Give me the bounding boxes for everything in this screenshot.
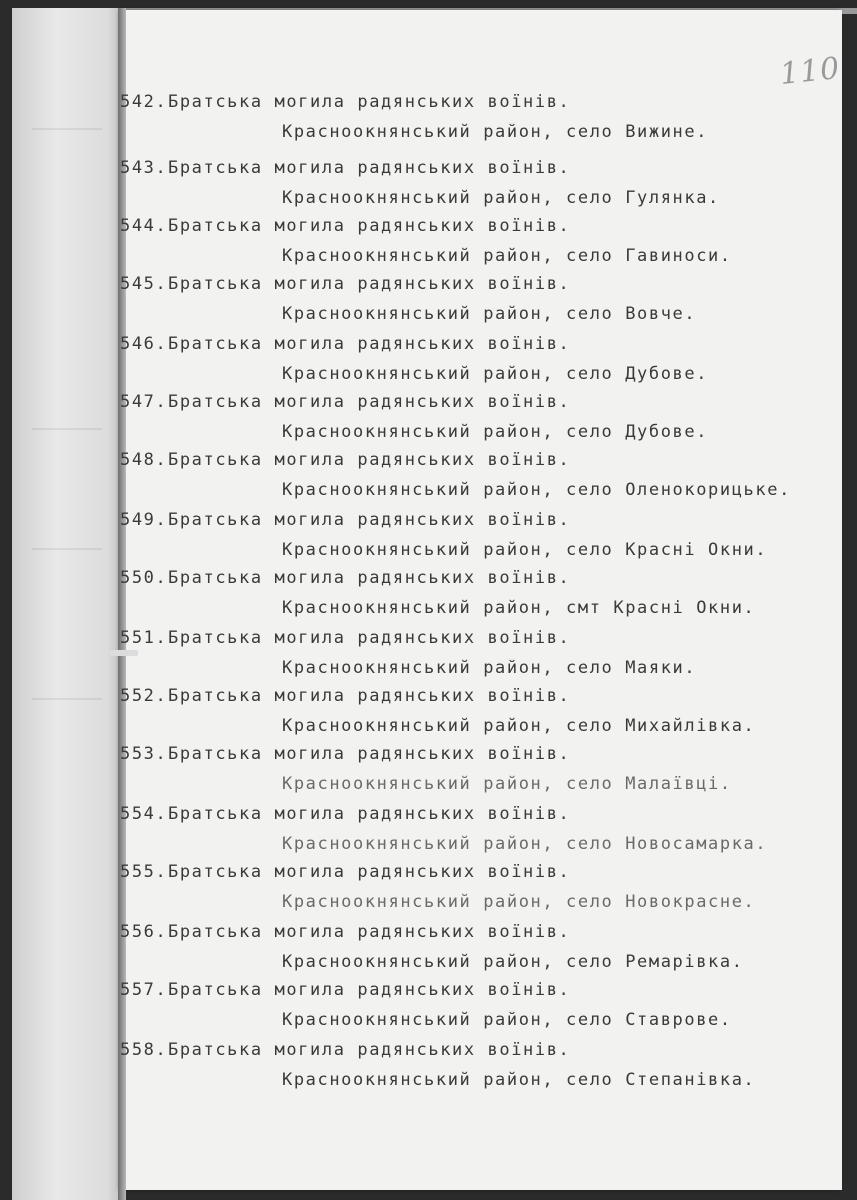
entry-title: Братська могила радянських воїнів. bbox=[168, 744, 571, 764]
entry-location: Красноокнянський район, село Вовче. bbox=[282, 304, 697, 324]
entry-location: Красноокнянський район, село Вижине. bbox=[282, 122, 709, 142]
entry-heading-line bbox=[120, 510, 570, 530]
entry-number: 544. bbox=[120, 216, 168, 236]
entry-location: Красноокнянський район, смт Красні Окни. bbox=[282, 598, 756, 618]
entry-title: Братська могила радянських воїнів. bbox=[168, 862, 571, 882]
entry-heading-line bbox=[120, 862, 570, 882]
entry-location: Красноокнянський район, село Маяки. bbox=[282, 658, 697, 678]
entry-number: 548. bbox=[120, 450, 168, 470]
entry-number: 546. bbox=[120, 334, 168, 354]
entry-heading-line bbox=[120, 744, 570, 764]
entry-heading-line bbox=[120, 334, 570, 354]
entry-number: 552. bbox=[120, 686, 168, 706]
entry-title: Братська могила радянських воїнів. bbox=[168, 334, 571, 354]
handwritten-page-number: 110 bbox=[778, 50, 842, 93]
entry-location: Красноокнянський район, село Малаївці. bbox=[282, 774, 732, 794]
entry-number: 542. bbox=[120, 92, 168, 112]
entry-title: Братська могила радянських воїнів. bbox=[168, 92, 571, 112]
entry-location: Красноокнянський район, село Дубове. bbox=[282, 422, 709, 442]
entry-location: Красноокнянський район, село Ставрове. bbox=[282, 1010, 732, 1030]
entry-heading-line bbox=[120, 216, 570, 236]
entry-heading-line bbox=[120, 922, 570, 942]
entry-title: Братська могила радянських воїнів. bbox=[168, 392, 571, 412]
entry-number: 558. bbox=[120, 1040, 168, 1060]
entry-number: 545. bbox=[120, 274, 168, 294]
entry-heading-line bbox=[120, 686, 570, 706]
entry-heading-line bbox=[120, 158, 570, 178]
entry-number: 553. bbox=[120, 744, 168, 764]
entry-title: Братська могила радянських воїнів. bbox=[168, 510, 571, 530]
entry-number: 543. bbox=[120, 158, 168, 178]
entry-number: 551. bbox=[120, 628, 168, 648]
entry-number: 547. bbox=[120, 392, 168, 412]
entry-title: Братська могила радянських воїнів. bbox=[168, 274, 571, 294]
entry-location: Красноокнянський район, село Дубове. bbox=[282, 364, 709, 384]
entry-heading-line bbox=[120, 392, 570, 412]
entry-title: Братська могила радянських воїнів. bbox=[168, 922, 571, 942]
entry-title: Братська могила радянських воїнів. bbox=[168, 804, 571, 824]
entry-title: Братська могила радянських воїнів. bbox=[168, 450, 571, 470]
entry-title: Братська могила радянських воїнів. bbox=[168, 980, 571, 1000]
entry-title: Братська могила радянських воїнів. bbox=[168, 158, 571, 178]
entry-heading-line bbox=[120, 92, 570, 112]
entry-location: Красноокнянський район, село Михайлівка. bbox=[282, 716, 756, 736]
entry-heading-line bbox=[120, 980, 570, 1000]
entry-title: Братська могила радянських воїнів. bbox=[168, 628, 571, 648]
entry-location: Красноокнянський район, село Гавиноси. bbox=[282, 246, 732, 266]
entry-title: Братська могила радянських воїнів. bbox=[168, 568, 571, 588]
entry-location: Красноокнянський район, село Оленокорицьке. bbox=[282, 480, 791, 500]
entry-number: 549. bbox=[120, 510, 168, 530]
entry-number: 550. bbox=[120, 568, 168, 588]
entry-heading-line bbox=[120, 568, 570, 588]
entry-location: Красноокнянський район, село Новокрасне. bbox=[282, 892, 756, 912]
entry-heading-line bbox=[120, 628, 570, 648]
entry-heading-line bbox=[120, 274, 570, 294]
entry-number: 556. bbox=[120, 922, 168, 942]
entry-title: Братська могила радянських воїнів. bbox=[168, 216, 571, 236]
entry-location: Красноокнянський район, село Новосамарка. bbox=[282, 834, 768, 854]
entry-location: Красноокнянський район, село Гулянка. bbox=[282, 188, 720, 208]
entry-title: Братська могила радянських воїнів. bbox=[168, 1040, 571, 1060]
entry-title: Братська могила радянських воїнів. bbox=[168, 686, 571, 706]
entry-heading-line bbox=[120, 1040, 570, 1060]
entry-number: 557. bbox=[120, 980, 168, 1000]
entry-location: Красноокнянський район, село Красні Окни. bbox=[282, 540, 768, 560]
entry-location: Красноокнянський район, село Ремарівка. bbox=[282, 952, 744, 972]
entry-number: 554. bbox=[120, 804, 168, 824]
entry-heading-line bbox=[120, 804, 570, 824]
entry-location: Красноокнянський район, село Степанівка. bbox=[282, 1070, 756, 1090]
entry-number: 555. bbox=[120, 862, 168, 882]
entry-heading-line bbox=[120, 450, 570, 470]
